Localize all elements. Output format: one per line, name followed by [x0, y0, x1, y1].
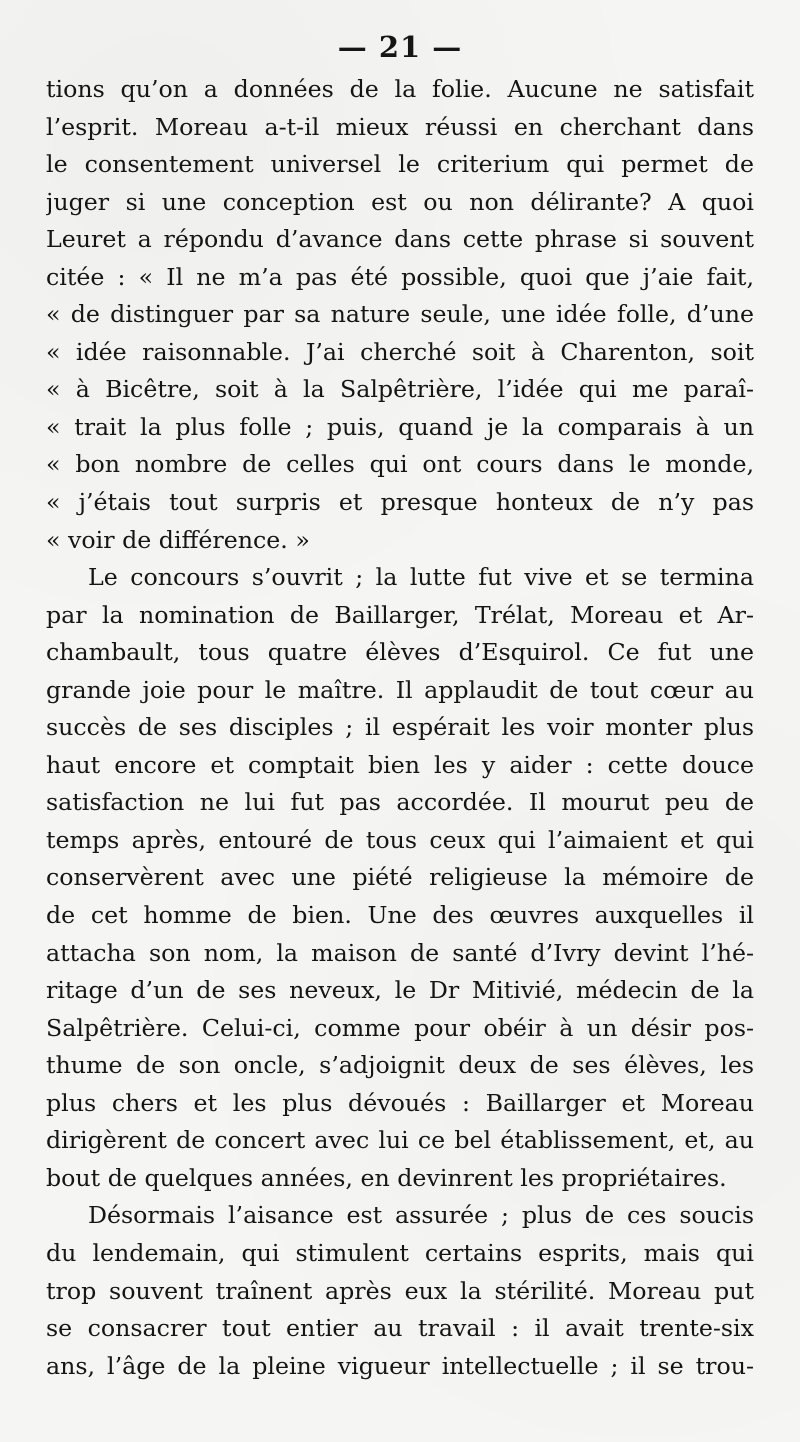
text-line: succès de ses disciples ; il espérait les voir monter plus [46, 713, 754, 742]
text-line: Leuret a répondu d’avance dans cette phrase si souvent [46, 225, 754, 254]
text-line: « j’étais tout surpris et presque honteux de n’y pas [46, 488, 754, 517]
text-line: tions qu’on a données de la folie. Aucune ne satisfait [46, 75, 754, 103]
text-line: se consacrer tout entier au travail : il avait trente-six [46, 1314, 754, 1343]
text-line: chambault, tous quatre élèves d’Esquirol. Ce fut une [46, 638, 754, 667]
text-line: « voir de différence. » [46, 525, 310, 554]
text-line: temps après, entouré de tous ceux qui l’aimaient et qui [46, 825, 754, 854]
text-line: par la nomination de Baillarger, Trélat, Moreau et Ar- [46, 600, 754, 629]
text-line: satisfaction ne lui fut pas accordée. Il mourut peu de [46, 788, 754, 817]
text-line: grande joie pour le maître. Il applaudit de tout cœur au [46, 675, 754, 704]
text-line: de cet homme de bien. Une des œuvres auxquelles il [46, 901, 754, 930]
text-line: attacha son nom, la maison de santé d’Ivry devint l’hé- [46, 938, 754, 967]
text-line: thume de son oncle, s’adjoignit deux de ses élèves, les [46, 1051, 754, 1080]
text-line: « bon nombre de celles qui ont cours dans le monde, [46, 450, 754, 479]
text-line: ritage d’un de ses neveux, le Dr Mitivié, médecin de la [46, 976, 754, 1005]
text-line: plus chers et les plus dévoués : Baillarger et Moreau [46, 1088, 754, 1117]
text-line: conservèrent avec une piété religieuse la mémoire de [46, 863, 754, 892]
text-line: Le concours s’ouvrit ; la lutte fut vive et se termina [88, 563, 754, 592]
text-line: ans, l’âge de la pleine vigueur intellectuelle ; il se trou- [46, 1351, 754, 1380]
page-number: — 21 — [337, 30, 463, 64]
text-line: dirigèrent de concert avec lui ce bel établissement, et, au [46, 1126, 754, 1155]
text-line: Désormais l’aisance est assurée ; plus de ces soucis [88, 1201, 754, 1230]
text-line: haut encore et comptait bien les y aider : cette douce [46, 750, 754, 779]
text-line: du lendemain, qui stimulent certains esprits, mais qui [46, 1238, 754, 1267]
body-text [46, 71, 754, 1385]
text-line: le consentement universel le criterium qui permet de [46, 150, 754, 179]
text-line: bout de quelques années, en devinrent les propriétaires. [46, 1163, 727, 1192]
text-line: citée : « Il ne m’a pas été possible, quoi que j’aie fait, [46, 262, 754, 291]
text-line: trop souvent traînent après eux la stérilité. Moreau put [46, 1276, 754, 1305]
text-line: « à Bicêtre, soit à la Salpêtrière, l’idée qui me paraî- [46, 375, 754, 404]
text-line: « idée raisonnable. J’ai cherché soit à Charenton, soit [46, 337, 754, 366]
text-line: Salpêtrière. Celui-ci, comme pour obéir à un désir pos- [46, 1013, 754, 1042]
text-line: « trait la plus folle ; puis, quand je la comparais à un [46, 412, 754, 441]
text-line: juger si une conception est ou non délirante? A quoi [46, 187, 754, 216]
text-line: l’esprit. Moreau a-t-il mieux réussi en cherchant dans [46, 112, 754, 141]
text-line: « de distinguer par sa nature seule, une idée folle, d’une [46, 300, 754, 329]
